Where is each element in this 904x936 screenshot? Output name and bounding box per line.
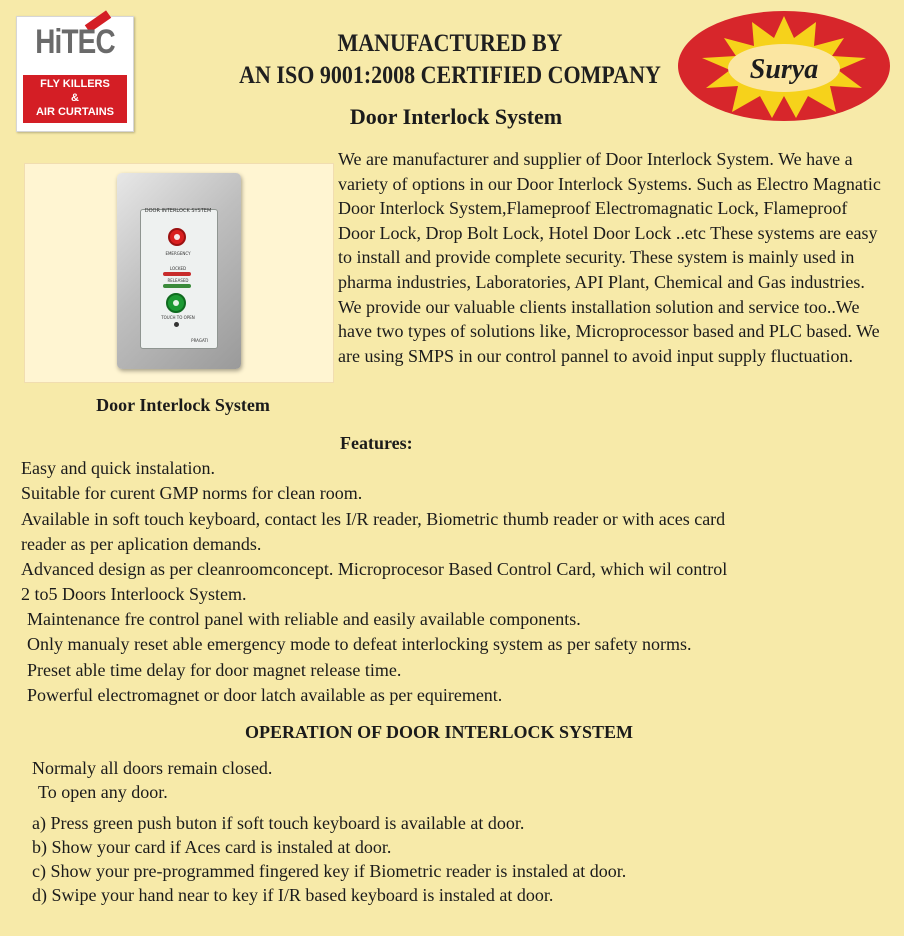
feature-line: reader as per aplication demands. <box>21 534 262 554</box>
surya-logo <box>676 8 892 124</box>
intro-paragraph: We are manufacturer and supplier of Door Interlock System. We have a variety of options in our Door Interlock Systems. Such as Electro Magnatic Door Interlock System,Flameproof Electromagnatic Lock, Flameproof Door Lock, Drop Bolt Lock, Hotel Door Lock ..etc These systems are easy to install and provide complete security. These system is mainly used in pharma industries, Laboratories, API Plant, Chemical and Gas industries. We provide our valuable clients installation solution and service too..We have two types of solutions like, Microprocessor based and PLC based. We are using SMPS in our control pannel to avoid input supply fluctuation. <box>338 149 881 366</box>
features-heading: Features: <box>340 433 413 453</box>
feature-line: Suitable for curent GMP norms for clean room. <box>21 483 363 503</box>
released-indicator-icon <box>163 284 191 288</box>
operation-step: d) Swipe your hand near to key if I/R based keyboard is instaled at door. <box>32 885 554 905</box>
photo-caption: Door Interlock System <box>96 395 270 415</box>
feature-line: Easy and quick instalation. <box>21 458 215 478</box>
page-title: Door Interlock System <box>349 104 563 129</box>
operation-intro: Normaly all doors remain closed. <box>32 758 273 778</box>
device-sensor-icon <box>174 322 179 327</box>
feature-line: Only manualy reset able emergency mode to defeat interlocking system as per safety norms. <box>27 634 692 654</box>
device-brand: PRAGATI <box>191 338 208 343</box>
touch-to-open-button-icon <box>166 293 186 313</box>
feature-line: Powerful electromagnet or door latch available as per equirement. <box>27 685 503 705</box>
feature-line: 2 to5 Doors Interloock System. <box>21 584 247 604</box>
operation-step: c) Show your pre-programmed fingered key if Biometric reader is instaled at door. <box>32 861 627 881</box>
device-label-touch: TOUCH TO OPEN <box>161 315 195 320</box>
locked-indicator-icon <box>163 272 191 276</box>
hitec-tagline-line2: & <box>71 92 79 104</box>
device-panel-title: DOOR INTERLOCK SYSTEM <box>144 208 212 214</box>
device-label-emergency: EMERGENCY <box>165 251 191 256</box>
hitec-logo <box>16 16 134 132</box>
hitec-logo-tagline <box>23 75 127 123</box>
hitec-logo-name: HiTEC <box>35 23 115 61</box>
header-iso-certification: AN ISO 9001:2008 CERTIFIED COMPANY <box>239 62 661 89</box>
surya-logo-text: Surya <box>749 54 819 85</box>
operation-step: b) Show your card if Aces card is instaled at door. <box>32 837 392 857</box>
feature-line: Preset able time delay for door magnet release time. <box>27 660 402 680</box>
device-label-released: RELEASED <box>167 278 189 283</box>
hitec-tagline-line3: AIR CURTAINS <box>35 106 114 118</box>
feature-line: Available in soft touch keyboard, contact les I/R reader, Biometric thumb reader or with aces card <box>21 509 726 529</box>
operation-intro: To open any door. <box>38 782 168 802</box>
hitec-tagline-line1: FLY KILLERS <box>40 78 110 90</box>
header-manufactured-by: MANUFACTURED BY <box>337 30 563 57</box>
feature-line: Advanced design as per cleanroomconcept. Microprocesor Based Control Card, which wil control <box>21 559 728 579</box>
feature-line: Maintenance fre control panel with reliable and easily available components. <box>27 609 581 629</box>
emergency-button-icon <box>168 228 186 246</box>
operation-step: a) Press green push buton if soft touch keyboard is available at door. <box>32 813 525 833</box>
device-label-locked: LOCKED <box>169 266 187 271</box>
operation-heading: OPERATION OF DOOR INTERLOCK SYSTEM <box>245 722 634 742</box>
